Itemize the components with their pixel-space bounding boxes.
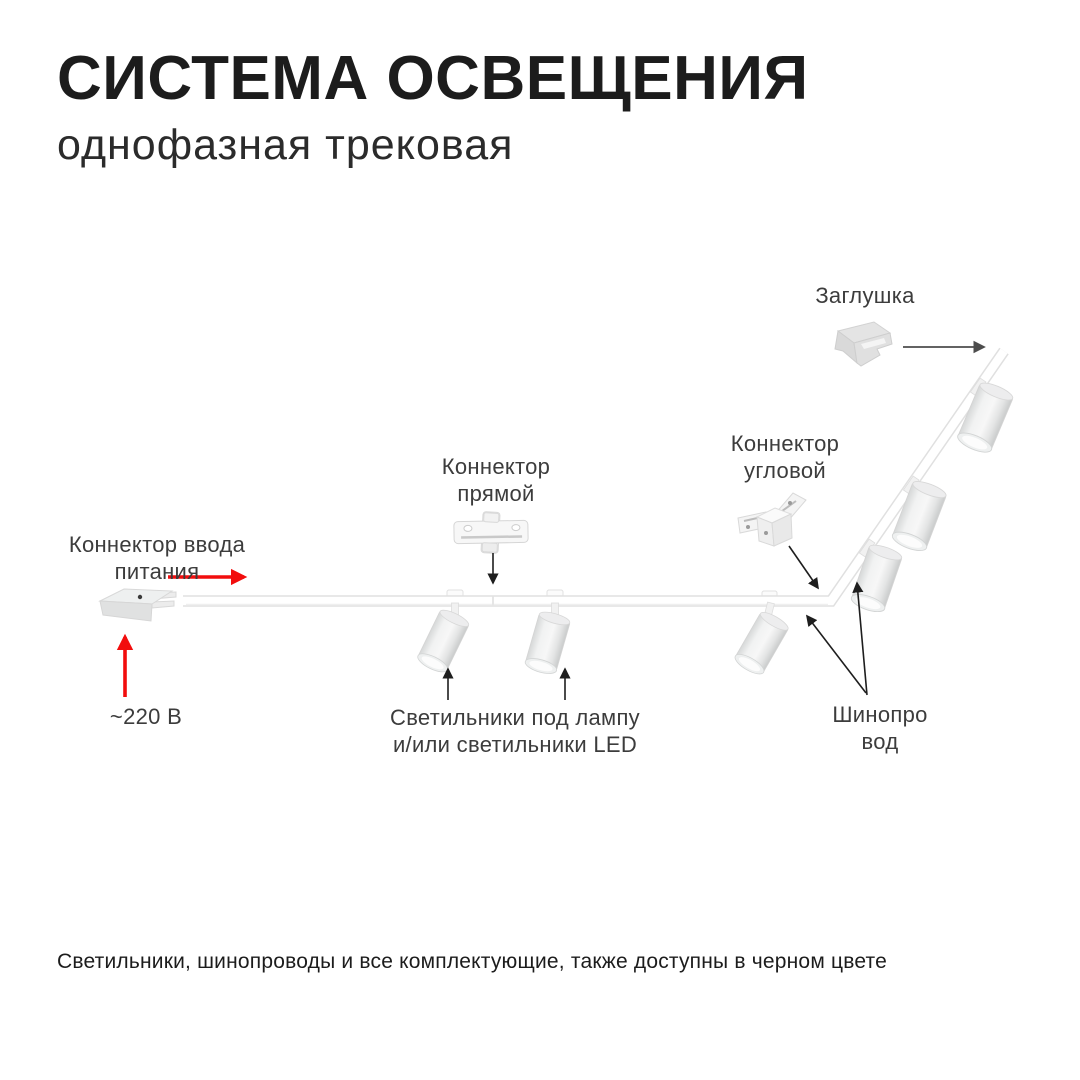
page-subtitle: однофазная трековая <box>57 121 514 169</box>
track-spotlight-icon <box>415 607 471 676</box>
page-title: СИСТЕМА ОСВЕЩЕНИЯ <box>57 44 809 113</box>
label-busbar: Шинопро вод <box>832 702 928 754</box>
straight-connector-icon <box>454 512 528 554</box>
label-corner-connector: Коннектор угловой <box>730 431 840 483</box>
track-spotlight-icon <box>890 478 948 554</box>
track-spotlight-icon <box>524 609 572 676</box>
corner-connector-icon <box>738 493 806 546</box>
label-power-input-connector: Коннектор ввода питания <box>68 532 246 584</box>
footer-note: Светильники, шинопроводы и все комплектующие, также доступны в черном цвете <box>57 950 887 973</box>
track-spotlight-icon <box>732 609 790 678</box>
busbar-arrow-horizontal <box>807 616 866 693</box>
label-endcap: Заглушка <box>815 283 915 308</box>
corner-connector-arrow <box>789 546 818 588</box>
end-cap-icon <box>835 322 892 366</box>
label-straight-connector: Коннектор прямой <box>441 454 551 506</box>
power-input-connector-icon <box>100 589 176 621</box>
label-fixtures: Светильники под лампу и/или светильники LED <box>390 705 640 757</box>
label-voltage: ~220 В <box>109 704 183 729</box>
